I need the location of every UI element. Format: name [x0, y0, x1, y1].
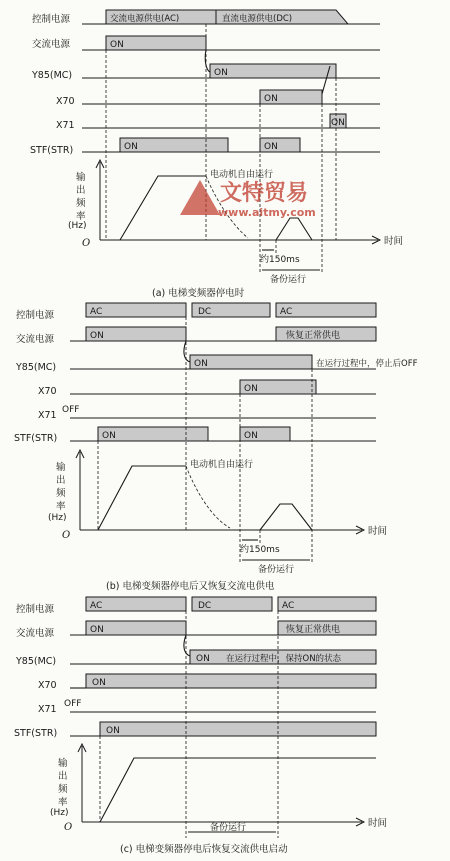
restore-text: 恢复正常供电	[286, 625, 341, 635]
x70-on-text: ON	[92, 678, 106, 688]
label-stf: STF(STR)	[14, 728, 58, 739]
freq-unit: (Hz)	[68, 221, 87, 231]
x70-on-text: ON	[244, 384, 258, 394]
watermark-logo-icon	[180, 180, 220, 215]
time-x-axis	[80, 526, 364, 534]
x71-on-text: ON	[331, 118, 345, 128]
freq-label-2: 频	[58, 784, 68, 795]
y85-on-bar	[210, 64, 336, 78]
freq-label-1: 出	[76, 185, 86, 196]
ctrl-ac-text: 交流电源供电(AC)	[110, 14, 180, 24]
freq-y-axis	[76, 450, 84, 530]
x70-on-bar	[86, 674, 376, 688]
y85-note: 在运行过程中，保持ON的状态	[226, 654, 342, 664]
backup-run-text: 备份运行	[210, 823, 247, 833]
freq-label-0: 输	[58, 758, 68, 769]
label-ac-power: 交流电源	[16, 628, 55, 639]
panel-b	[14, 303, 418, 592]
time-label: 时间	[384, 236, 404, 247]
backup-run-text: 备份运行	[258, 565, 295, 575]
y85-on-text: ON	[214, 68, 228, 78]
label-x70: X70	[56, 96, 75, 107]
label-stf: STF(STR)	[30, 145, 74, 156]
time-x-axis	[100, 236, 380, 244]
freq-curve-backup	[260, 504, 312, 530]
stf-on-text-1: ON	[124, 142, 138, 152]
label-x70: X70	[38, 680, 57, 691]
delay-text: 约150ms	[260, 255, 300, 265]
dc-text: DC	[198, 307, 212, 317]
freq-label-3: 率	[76, 211, 86, 222]
label-ac-power: 交流电源	[16, 334, 55, 345]
delay-text: 约150ms	[240, 545, 280, 555]
stf-on-text-1: ON	[102, 431, 116, 441]
ac-to-y85-arrow	[184, 635, 190, 656]
stf-on-bar	[100, 722, 376, 736]
freq-label-2: 频	[56, 488, 66, 499]
label-control-power: 控制电源	[32, 14, 71, 25]
ac-on-text: ON	[110, 40, 124, 50]
freq-label-1: 出	[56, 475, 66, 486]
y85-on-text: ON	[196, 654, 210, 664]
freq-unit: (Hz)	[50, 808, 69, 818]
panel-c	[14, 597, 387, 855]
x71-off-text: OFF	[62, 405, 80, 415]
label-stf: STF(STR)	[14, 433, 58, 444]
origin-label: O	[62, 530, 71, 541]
ac-to-y85-arrow	[184, 341, 190, 362]
label-x71: X71	[38, 410, 57, 421]
x70-on-text: ON	[264, 94, 278, 104]
dc-text: DC	[198, 601, 212, 611]
caption-b: (b) 电梯变频器停电后又恢复交流电供电	[106, 581, 275, 592]
stf-on-text-2: ON	[244, 431, 258, 441]
time-label: 时间	[368, 818, 388, 829]
freq-curve-accel	[100, 758, 376, 822]
label-x71: X71	[56, 120, 75, 131]
backup-run-text: 备份运行	[270, 275, 307, 285]
freq-curve-accel	[98, 466, 186, 530]
freq-label-2: 频	[76, 198, 86, 209]
ac2-text: AC	[280, 307, 293, 317]
freq-curve-backup	[276, 218, 312, 240]
y85-note: 在运行过程中，停止后OFF	[316, 359, 418, 369]
label-control-power: 控制电源	[16, 604, 55, 615]
freq-label-1: 出	[58, 771, 68, 782]
y85-on-text: ON	[194, 359, 208, 369]
label-y85: Y85(MC)	[32, 70, 73, 81]
time-label: 时间	[368, 526, 388, 537]
ctrl-dc-text: 直流电源供电(DC)	[222, 14, 293, 24]
free-run-text: 电动机自由运行	[210, 170, 274, 180]
label-ac-power: 交流电源	[32, 39, 71, 50]
free-run-text: 电动机自由运行	[190, 460, 254, 470]
panel-a	[30, 10, 403, 299]
label-x70: X70	[38, 386, 57, 397]
caption-c: (c) 电梯变频器停电后恢复交流供电启动	[120, 844, 288, 855]
label-y85: Y85(MC)	[16, 656, 57, 667]
x71-off-text: OFF	[64, 699, 82, 709]
ac-text: AC	[90, 307, 103, 317]
freq-label-3: 率	[56, 501, 66, 512]
watermark-logo-text: 文特贸易	[220, 181, 309, 206]
restore-text: 恢复正常供电	[286, 331, 341, 341]
freq-label-0: 输	[56, 462, 66, 473]
freq-curve-freerun	[186, 466, 230, 528]
stf-on-text-2: ON	[264, 142, 278, 152]
y85-on-bar	[190, 355, 312, 369]
ac-on-text: ON	[90, 331, 104, 341]
origin-label: O	[64, 822, 73, 833]
label-x71: X71	[38, 704, 57, 715]
watermark-url: www.aitmy.com	[218, 206, 316, 219]
ac-on-text: ON	[90, 625, 104, 635]
freq-y-axis	[96, 160, 104, 240]
label-y85: Y85(MC)	[16, 362, 57, 373]
freq-unit: (Hz)	[48, 513, 67, 523]
freq-label-0: 输	[76, 172, 86, 183]
ac-text: AC	[90, 601, 103, 611]
stf-on-text: ON	[106, 726, 120, 736]
freq-y-axis	[78, 744, 86, 822]
origin-label: O	[82, 238, 91, 249]
freq-label-3: 率	[58, 797, 68, 808]
caption-a: (a) 电梯变频器停电时	[152, 288, 245, 299]
label-control-power: 控制电源	[16, 310, 55, 321]
ac2-text: AC	[282, 601, 295, 611]
